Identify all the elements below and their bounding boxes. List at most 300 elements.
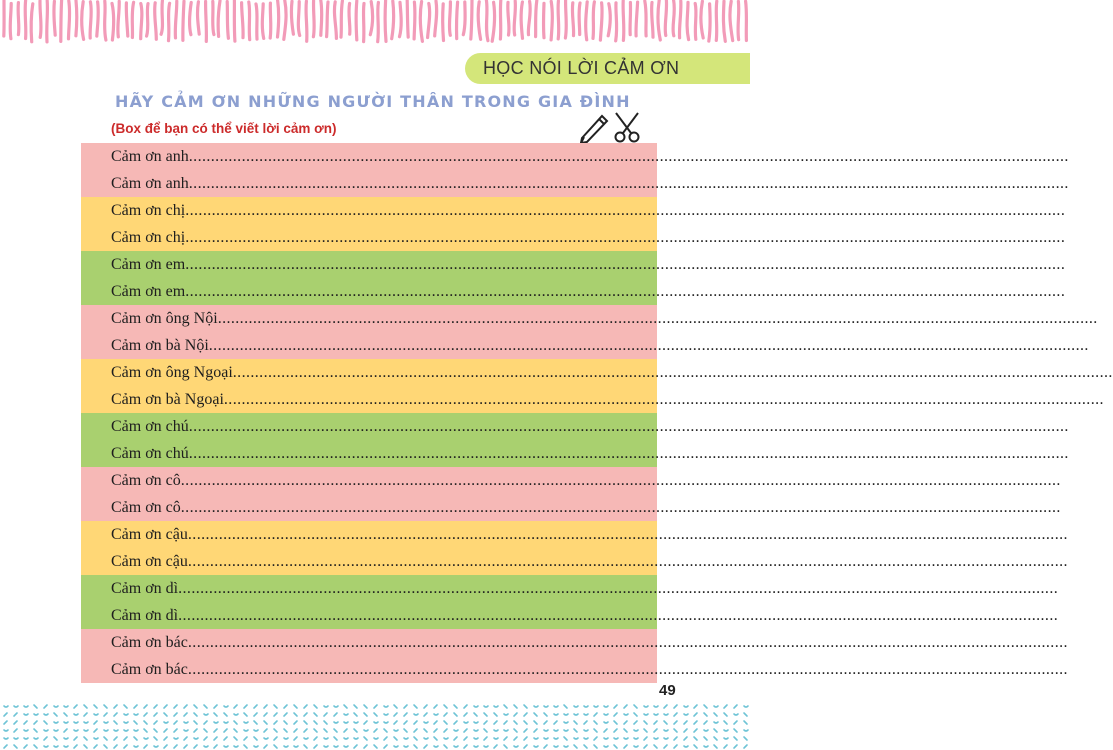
pattern-mark (444, 729, 447, 732)
pattern-mark (164, 705, 167, 708)
pattern-mark (624, 729, 627, 732)
pattern-mark (64, 722, 68, 723)
pattern-mark (584, 745, 587, 748)
stripe-mark (370, 2, 372, 35)
pattern-mark (694, 721, 697, 724)
pattern-mark (594, 706, 598, 707)
stripe-mark (40, 1, 41, 38)
pattern-mark (24, 738, 28, 739)
pattern-mark (154, 705, 157, 708)
pattern-mark (134, 721, 137, 724)
pattern-mark (54, 722, 58, 723)
pattern-mark (294, 737, 297, 740)
pattern-mark (644, 706, 648, 707)
pattern-mark (304, 713, 307, 716)
pattern-mark (254, 746, 258, 747)
pattern-mark (74, 722, 78, 723)
pattern-mark (24, 721, 27, 724)
pattern-mark (34, 714, 38, 715)
pattern-mark (294, 721, 297, 724)
pattern-mark (664, 738, 668, 739)
pattern-mark (184, 705, 187, 708)
pattern-mark (194, 729, 197, 732)
stripe-mark (349, 3, 350, 34)
pattern-mark (524, 745, 527, 748)
pattern-mark (84, 713, 87, 716)
stripe-mark (105, 1, 106, 40)
writing-line[interactable]: Cảm ơn chị ........................................................................................................................................................................................................ (81, 224, 657, 251)
pattern-mark (114, 721, 117, 724)
pattern-mark (424, 713, 427, 716)
pattern-mark (714, 729, 717, 732)
pattern-mark (654, 721, 657, 724)
pattern-mark (664, 730, 668, 731)
pattern-mark (724, 705, 727, 708)
pattern-mark (4, 713, 7, 716)
pattern-mark (364, 745, 367, 748)
pattern-mark (284, 721, 287, 724)
pattern-mark (624, 738, 628, 739)
pattern-mark (324, 746, 328, 747)
pattern-mark (464, 722, 468, 723)
stripe-mark (147, 4, 148, 37)
pattern-mark (354, 713, 357, 716)
stripe-mark (528, 1, 530, 34)
pattern-mark (374, 705, 377, 708)
pattern-mark (424, 722, 428, 723)
pattern-mark (254, 713, 257, 716)
stripe-mark (141, 4, 142, 39)
pattern-mark (44, 730, 48, 731)
pattern-mark (414, 721, 417, 724)
stripe-mark (478, 2, 481, 40)
pattern-mark (634, 746, 638, 747)
stripe-mark (623, 1, 624, 41)
pattern-mark (234, 721, 237, 724)
stripe-mark (256, 4, 257, 39)
pattern-mark (444, 738, 448, 739)
stripe-mark (183, 1, 184, 40)
pattern-mark (404, 746, 408, 747)
pattern-mark (94, 714, 98, 715)
pattern-mark (594, 729, 597, 732)
band-chi (81, 197, 1066, 251)
stripe-mark (463, 2, 465, 35)
pattern-mark (234, 746, 238, 747)
pattern-mark (734, 729, 737, 732)
pattern-mark (124, 714, 128, 715)
pattern-mark (634, 730, 638, 731)
pattern-mark (714, 737, 717, 740)
pattern-mark (144, 721, 147, 724)
stripe-mark (385, 1, 386, 42)
pattern-mark (704, 705, 707, 708)
pattern-mark (674, 737, 677, 740)
pattern-mark (324, 729, 327, 732)
pattern-mark (274, 705, 277, 708)
pattern-mark (704, 721, 707, 724)
stripe-mark (565, 0, 566, 38)
pattern-mark (54, 746, 58, 747)
stripe-mark (47, 1, 48, 42)
pattern-mark (174, 713, 177, 716)
pattern-mark (164, 722, 168, 723)
pattern-mark (344, 729, 347, 732)
pattern-mark (564, 746, 568, 747)
pattern-mark (434, 746, 438, 747)
pattern-mark (394, 705, 397, 708)
pattern-mark (224, 722, 228, 723)
pattern-mark (404, 738, 408, 739)
pattern-mark (604, 746, 608, 747)
writing-line[interactable]: Cảm ơn anh ........................................................................................................................................................................................................ (81, 143, 657, 170)
stripe-mark (291, 1, 293, 34)
pattern-mark (14, 721, 17, 724)
stripe-mark (593, 2, 594, 39)
stripe-mark (321, 0, 322, 35)
pattern-mark (234, 737, 237, 740)
pattern-mark (604, 714, 608, 715)
pattern-mark (604, 729, 607, 732)
pattern-mark (124, 745, 127, 748)
stripe-mark (132, 2, 133, 37)
pattern-mark (474, 713, 477, 716)
pattern-mark (534, 706, 538, 707)
stripe-mark (213, 1, 214, 34)
writing-line[interactable]: Cảm ơn cô ........................................................................................................................................................................................................ (81, 467, 657, 494)
pattern-mark (714, 722, 718, 723)
pattern-mark (414, 714, 418, 715)
pattern-mark (484, 746, 488, 747)
stripe-mark (284, 1, 286, 40)
pattern-mark (404, 713, 407, 716)
pattern-mark (94, 729, 97, 732)
writing-line[interactable]: Cảm ơn ông Ngoại ........................................................................................................................................................................................................ (81, 359, 657, 386)
pattern-mark (304, 738, 308, 739)
pattern-mark (14, 706, 18, 707)
pattern-mark (74, 714, 78, 715)
dotted-line: ........................................................................................................................................................................................................ (187, 634, 1068, 651)
pattern-mark (594, 745, 597, 748)
stripe-mark (508, 2, 509, 35)
stripe-mark (161, 1, 162, 35)
pattern-mark (254, 730, 258, 731)
writing-line[interactable]: Cảm ơn chị ........................................................................................................................................................................................................ (81, 197, 657, 224)
pattern-mark (344, 738, 348, 739)
pattern-mark (34, 721, 37, 724)
pattern-mark (624, 705, 627, 708)
pattern-mark (494, 706, 498, 707)
pattern-mark (384, 745, 387, 748)
pattern-mark (424, 745, 427, 748)
pattern-mark (244, 730, 248, 731)
pattern-mark (484, 713, 487, 716)
stripe-mark (572, 3, 573, 36)
pattern-mark (454, 721, 457, 724)
writing-line[interactable]: Cảm ơn bác ........................................................................................................................................................................................................ (81, 656, 657, 683)
stripe-mark (227, 2, 228, 39)
stripe-mark (90, 2, 91, 38)
pattern-mark (514, 746, 518, 747)
pattern-mark (704, 730, 708, 731)
pattern-mark (314, 737, 317, 740)
pattern-mark (144, 745, 147, 748)
pattern-mark (524, 737, 527, 740)
pattern-mark (494, 730, 498, 731)
writing-line[interactable]: Cảm ơn dì ........................................................................................................................................................................................................ (81, 575, 657, 602)
pattern-mark (394, 737, 397, 740)
pattern-mark (184, 745, 187, 748)
stripe-mark (746, 1, 747, 40)
pattern-mark (624, 714, 628, 715)
writing-line[interactable]: Cảm ơn anh ........................................................................................................................................................................................................ (81, 170, 657, 197)
stripe-mark (61, 0, 62, 41)
pattern-mark (534, 746, 538, 747)
pattern-mark (504, 745, 507, 748)
pattern-mark (134, 737, 137, 740)
pattern-mark (74, 737, 77, 740)
stripe-mark (18, 3, 19, 35)
pattern-mark (584, 706, 588, 707)
pattern-mark (14, 729, 17, 732)
pattern-mark (654, 714, 658, 715)
pattern-mark (504, 737, 507, 740)
pattern-mark (584, 721, 587, 724)
pattern-mark (594, 721, 597, 724)
stripe-mark (341, 1, 342, 37)
pattern-mark (514, 721, 517, 724)
pattern-mark (544, 730, 548, 731)
pattern-mark (494, 713, 497, 716)
pattern-mark (144, 705, 147, 708)
pattern-mark (584, 714, 588, 715)
pattern-mark (364, 713, 367, 716)
stripe-mark (738, 1, 739, 39)
pattern-mark (354, 729, 357, 732)
pattern-mark (54, 706, 58, 707)
pattern-mark (614, 738, 618, 739)
top-stripe-decoration (0, 0, 750, 44)
dotted-line: ........................................................................................................................................................................................................ (223, 391, 1104, 408)
pattern-mark (424, 738, 428, 739)
pattern-mark (604, 722, 608, 723)
pattern-mark (704, 713, 707, 716)
dotted-line: ........................................................................................................................................................................................................ (187, 526, 1068, 543)
pattern-mark (314, 745, 317, 748)
stripe-mark (586, 2, 588, 40)
pattern-mark (4, 706, 8, 707)
pattern-mark (644, 714, 648, 715)
writing-line[interactable]: Cảm ơn ông Nội ........................................................................................................................................................................................................ (81, 305, 657, 332)
pattern-mark (434, 737, 437, 740)
stripe-mark (608, 4, 610, 36)
stripe-mark (82, 2, 84, 40)
pattern-mark (424, 729, 427, 732)
pattern-mark (524, 729, 527, 732)
pattern-mark (194, 713, 197, 716)
writing-line[interactable]: Cảm ơn bà Ngoại ........................................................................................................................................................................................................ (81, 386, 657, 413)
pattern-mark (564, 730, 568, 731)
pattern-mark (104, 745, 107, 748)
pattern-mark (654, 738, 658, 739)
pattern-mark (614, 729, 617, 732)
stripe-mark (514, 1, 515, 35)
pattern-mark (4, 721, 7, 724)
pattern-mark (504, 705, 507, 708)
pattern-mark (724, 730, 728, 731)
pattern-mark (554, 706, 558, 707)
pattern-mark (44, 737, 47, 740)
pattern-mark (444, 705, 447, 708)
stripe-mark (190, 3, 192, 35)
pattern-mark (34, 729, 37, 732)
pattern-mark (694, 713, 697, 716)
pattern-mark (564, 714, 568, 715)
stripe-mark (443, 4, 444, 41)
pattern-mark (204, 729, 207, 732)
stripe-mark (658, 0, 660, 40)
stripe-mark (457, 2, 458, 39)
pattern-mark (684, 729, 687, 732)
pattern-mark (574, 738, 578, 739)
pattern-mark (44, 746, 48, 747)
stripe-mark (112, 3, 114, 40)
pattern-mark (374, 738, 378, 739)
pattern-mark (494, 721, 497, 724)
pattern-mark (84, 745, 87, 748)
pattern-mark (484, 721, 487, 724)
pattern-mark (684, 706, 688, 707)
pattern-mark (224, 729, 227, 732)
pattern-mark (614, 713, 617, 716)
pattern-mark (224, 706, 228, 707)
pattern-mark (434, 729, 437, 732)
pattern-mark (4, 738, 8, 739)
writing-line[interactable]: Cảm ơn bà Nội ........................................................................................................................................................................................................ (81, 332, 657, 359)
pattern-mark (564, 705, 567, 708)
pattern-mark (474, 746, 478, 747)
section-tab-label: HỌC NÓI LỜI CẢM ƠN (483, 58, 680, 78)
pattern-mark (744, 713, 747, 716)
pattern-mark (284, 713, 287, 716)
pattern-mark (204, 721, 207, 724)
stripe-mark (249, 2, 250, 40)
stripe-mark (169, 3, 170, 40)
pattern-mark (194, 738, 198, 739)
pattern-mark (404, 729, 407, 732)
pattern-mark (534, 729, 537, 732)
pattern-mark (214, 705, 217, 708)
band-anh (81, 143, 1069, 197)
tool-icons (578, 110, 644, 144)
pattern-mark (24, 706, 28, 707)
stripe-mark (262, 4, 263, 39)
pattern-mark (354, 705, 357, 708)
pattern-mark (514, 737, 517, 740)
pattern-mark (504, 730, 508, 731)
pattern-mark (504, 714, 508, 715)
pattern-mark (674, 721, 677, 724)
pattern-mark (354, 722, 358, 723)
pattern-mark (634, 713, 637, 716)
pattern-mark (644, 729, 647, 732)
pattern-mark (274, 713, 277, 716)
stripe-mark (54, 1, 55, 35)
stripe-mark (420, 2, 422, 42)
writing-line[interactable]: Cảm ơn dì ........................................................................................................................................................................................................ (81, 602, 657, 629)
pattern-mark (644, 737, 647, 740)
stripe-mark (665, 0, 666, 35)
writing-line[interactable]: Cảm ơn cậu ........................................................................................................................................................................................................ (81, 548, 657, 575)
pattern-mark (384, 706, 388, 707)
pattern-mark (564, 737, 567, 740)
pattern-mark (554, 721, 557, 724)
pattern-mark (314, 705, 317, 708)
pattern-mark (114, 745, 117, 748)
pattern-mark (454, 713, 457, 716)
stripe-mark (579, 3, 580, 35)
pattern-mark (364, 730, 368, 731)
pattern-mark (104, 713, 107, 716)
pattern-mark (384, 729, 387, 732)
pattern-mark (264, 713, 267, 716)
pattern-mark (184, 737, 187, 740)
writing-line[interactable]: Cảm ơn cậu ........................................................................................................................................................................................................ (81, 521, 657, 548)
pattern-mark (134, 705, 137, 708)
writing-line[interactable]: Cảm ơn chú ........................................................................................................................................................................................................ (81, 413, 657, 440)
pattern-mark (24, 745, 27, 748)
pattern-mark (524, 721, 527, 724)
pattern-mark (734, 721, 737, 724)
pattern-mark (684, 746, 688, 747)
pattern-mark (684, 721, 687, 724)
pattern-mark (314, 721, 317, 724)
pattern-mark (34, 705, 37, 708)
pattern-mark (114, 705, 117, 708)
stripe-mark (414, 2, 415, 39)
pattern-mark (334, 722, 338, 723)
writing-line[interactable]: Cảm ơn em ........................................................................................................................................................................................................ (81, 278, 657, 305)
pattern-mark (674, 713, 677, 716)
pattern-mark (444, 745, 447, 748)
pattern-mark (394, 713, 397, 716)
dotted-line: ........................................................................................................................................................................................................ (185, 229, 1066, 246)
pattern-mark (294, 729, 297, 732)
pattern-mark (744, 706, 748, 707)
writing-line[interactable]: Cảm ơn em ........................................................................................................................................................................................................ (81, 251, 657, 278)
band-chu (81, 413, 1069, 467)
pencil-icon (581, 116, 607, 143)
writing-line[interactable]: Cảm ơn bác ........................................................................................................................................................................................................ (81, 629, 657, 656)
writing-line[interactable]: Cảm ơn cô ........................................................................................................................................................................................................ (81, 494, 657, 521)
stripe-mark (723, 1, 725, 41)
stripe-mark (218, 1, 220, 37)
pattern-mark (114, 730, 118, 731)
dotted-line: ........................................................................................................................................................................................................ (185, 202, 1066, 219)
pattern-mark (454, 730, 458, 731)
stripe-mark (97, 2, 98, 36)
writing-line[interactable]: Cảm ơn chú ........................................................................................................................................................................................................ (81, 440, 657, 467)
pattern-mark (364, 705, 367, 708)
pattern-mark (14, 738, 18, 739)
band-cau (81, 521, 1068, 575)
pattern-mark (614, 745, 617, 748)
pattern-mark (14, 745, 17, 748)
pattern-mark (64, 706, 68, 707)
stripe-mark (407, 1, 408, 38)
pattern-mark (314, 713, 317, 716)
stripe-mark (392, 1, 394, 39)
